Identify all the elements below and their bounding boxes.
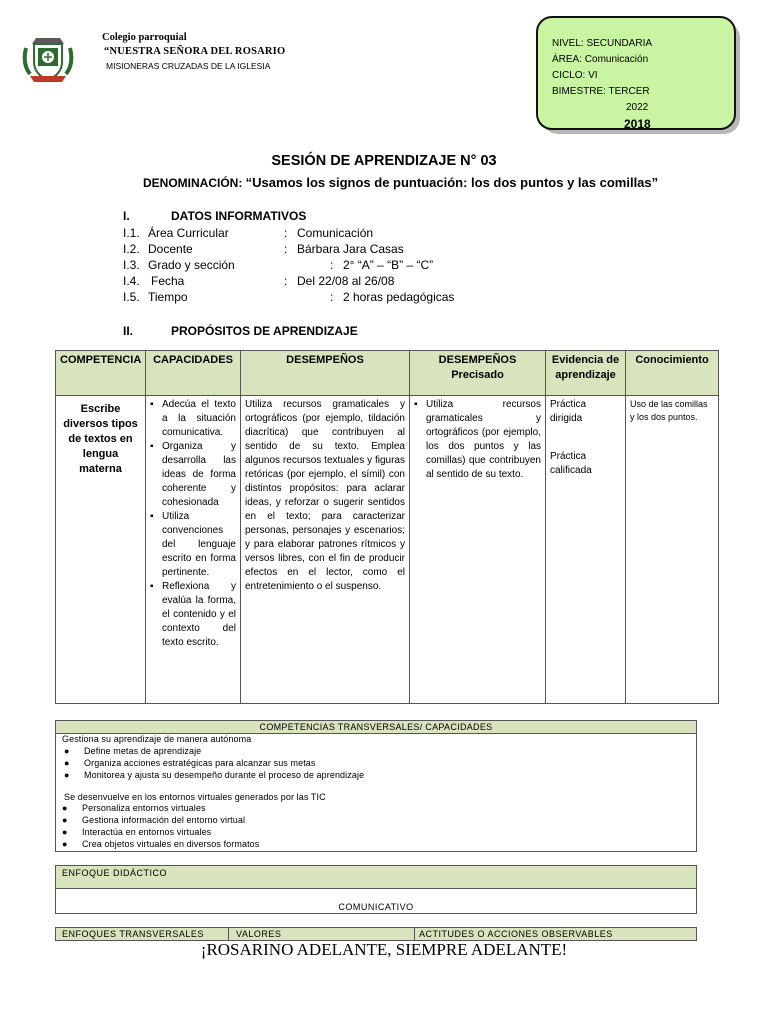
datos-row-value: 2 horas pedagógicas (343, 290, 455, 304)
propositos-heading: PROPÓSITOS DE APRENDIZAJE (171, 324, 358, 338)
bullet-icon: ● (62, 803, 68, 813)
header-conocimiento: Conocimiento (626, 351, 719, 396)
info-bimestre: BIMESTRE: TERCER (552, 86, 650, 97)
datos-row-value: Bárbara Jara Casas (297, 242, 404, 256)
enfoques-transversales-header (55, 927, 697, 941)
capacidad-item: ▪ Utiliza convenciones del lenguaje escrito en forma pertinente. (150, 510, 236, 580)
bullet-icon: ● (62, 827, 68, 837)
info-ciclo: CICLO: VI (552, 70, 598, 81)
bullet-icon: ● (64, 758, 70, 768)
denominacion-label: DENOMINACIÓN: (143, 176, 243, 190)
denominacion-value: “Usamos los signos de puntuación: los dos puntos y las comillas” (245, 175, 659, 190)
bullet-icon: ● (62, 839, 68, 849)
group1-title: Gestiona su aprendizaje de manera autónoma (62, 734, 252, 744)
info-area: ÁREA: Comunicación (552, 54, 649, 65)
cell-capacidades (146, 396, 241, 704)
school-line-2: “NUESTRA SEÑORA DEL ROSARIO (104, 46, 286, 57)
school-logo (20, 30, 76, 86)
transversal-header: COMPETENCIAS TRANSVERSALES/ CAPACIDADES (56, 721, 696, 734)
datos-heading: DATOS INFORMATIVOS (171, 209, 307, 223)
bullet-icon: ● (64, 746, 70, 756)
header-capacidades: CAPACIDADES (146, 351, 241, 396)
enfoque-didactico-box (55, 865, 697, 914)
info-nivel: NIVEL: SECUNDARIA (552, 38, 653, 49)
evidencia-item-2: Práctica calificada (550, 451, 592, 476)
footer-col-actitudes: ACTITUDES O ACCIONES OBSERVABLES (419, 929, 613, 939)
datos-row-sep: : (284, 226, 288, 240)
datos-row-sep: : (330, 290, 334, 304)
group1-item: Define metas de aprendizaje (84, 746, 202, 756)
enfoque-value: COMUNICATIVO (338, 902, 414, 912)
footer-col-valores: VALORES (236, 929, 282, 939)
cell-competencia: Escribe diversos tipos de textos en lengua materna (56, 396, 146, 704)
school-line-3: MISIONERAS CRUZADAS DE LA IGLESIA (106, 61, 271, 71)
bullet-icon: ● (62, 815, 68, 825)
datos-row-value: Comunicación (297, 226, 374, 240)
datos-heading-num: I. (123, 209, 130, 223)
school-name-block (102, 31, 285, 73)
cell-conocimiento: Uso de las comillas y los dos puntos. (626, 396, 719, 704)
datos-row-value: 2° “A” – “B” – “C” (343, 258, 434, 272)
datos-row-label: Grado y sección (148, 258, 235, 272)
transversal-competencies-box (55, 720, 697, 852)
header-desempenos: DESEMPEÑOS (241, 351, 410, 396)
capacidad-item: ▪ Organiza y desarrolla las ideas de forma coherente y cohesionada (150, 440, 236, 510)
cell-precisado (410, 396, 546, 704)
school-slogan: ¡ROSARINO ADELANTE, SIEMPRE ADELANTE! (200, 940, 568, 959)
page-title: SESIÓN DE APRENDIZAJE N° 03 (271, 153, 497, 169)
header-precisado: DESEMPEÑOS Precisado (410, 351, 546, 396)
datos-row-num: I.5. (123, 290, 140, 304)
enfoque-header: ENFOQUE DIDÁCTICO (56, 866, 696, 889)
precisado-item: ▪ Utiliza recursos gramaticales y ortográficos (por ejemplo, los dos puntos y las comillas) que contribuyen al sentido de su texto. (414, 398, 541, 482)
learning-table (55, 350, 719, 704)
table-row (56, 396, 719, 704)
info-year-small: 2022 (626, 102, 649, 113)
group2-title: Se desenvuelve en los entornos virtuales generados por las TIC (64, 792, 326, 802)
capacidad-item: ▪ Adecúa el texto a la situación comunicativa. (150, 398, 236, 440)
datos-row-label: Tiempo (148, 290, 188, 304)
info-year-big: 2018 (624, 117, 651, 131)
datos-row-label: Fecha (151, 274, 185, 288)
school-line-1: Colegio parroquial (102, 32, 187, 43)
datos-row-value: Del 22/08 al 26/08 (297, 274, 395, 288)
group1-item: Monitorea y ajusta su desempeño durante el proceso de aprendizaje (84, 770, 365, 780)
cell-evidencia (546, 396, 626, 704)
datos-row-label: Docente (148, 242, 193, 256)
group2-item: Personaliza entornos virtuales (82, 803, 206, 813)
datos-row-num: I.4. (123, 274, 140, 288)
footer-col-enfoques: ENFOQUES TRANSVERSALES (62, 929, 204, 939)
propositos-heading-num: II. (123, 324, 134, 338)
denominacion (143, 175, 658, 190)
cell-desempenos: Utiliza recursos gramaticales y ortográficos (por ejemplo, tildación diacrítica) que contribuyen al sentido de su texto. Emplea algunos recursos textuales y figuras retóricas (por ejemplo, el símil) con distintos propósitos: para aclarar ideas, y reforzar o sugerir sentidos en el texto; para caracterizar personas, personajes y escenarios; y para elaborar patrones rítmicos y versos libres, con el fin de producir efectos en el lector, como el entretenimiento o el suspenso. (241, 396, 410, 704)
capacidad-item: ▪ Reflexiona y evalúa la forma, el contenido y el contexto del texto escrito. (150, 580, 236, 650)
header-evidencia: Evidencia de aprendizaje (546, 351, 626, 396)
table-header-row (56, 351, 719, 396)
datos-row-sep: : (284, 274, 288, 288)
info-box (536, 16, 740, 134)
datos-row-num: I.1. (123, 226, 140, 240)
bullet-icon: ● (64, 770, 70, 780)
group2-item: Interactúa en entornos virtuales (82, 827, 212, 837)
datos-row-num: I.3. (123, 258, 140, 272)
datos-row-sep: : (330, 258, 334, 272)
evidencia-item-1: Práctica dirigida (550, 399, 587, 424)
group1-item: Organiza acciones estratégicas para alcanzar sus metas (84, 758, 316, 768)
datos-row-num: I.2. (123, 242, 140, 256)
datos-row-label: Área Curricular (148, 226, 229, 240)
header-competencia: COMPETENCIA (56, 351, 146, 396)
group2-item: Gestiona información del entorno virtual (82, 815, 246, 825)
datos-row-sep: : (284, 242, 288, 256)
group2-item: Crea objetos virtuales en diversos formatos (82, 839, 260, 849)
